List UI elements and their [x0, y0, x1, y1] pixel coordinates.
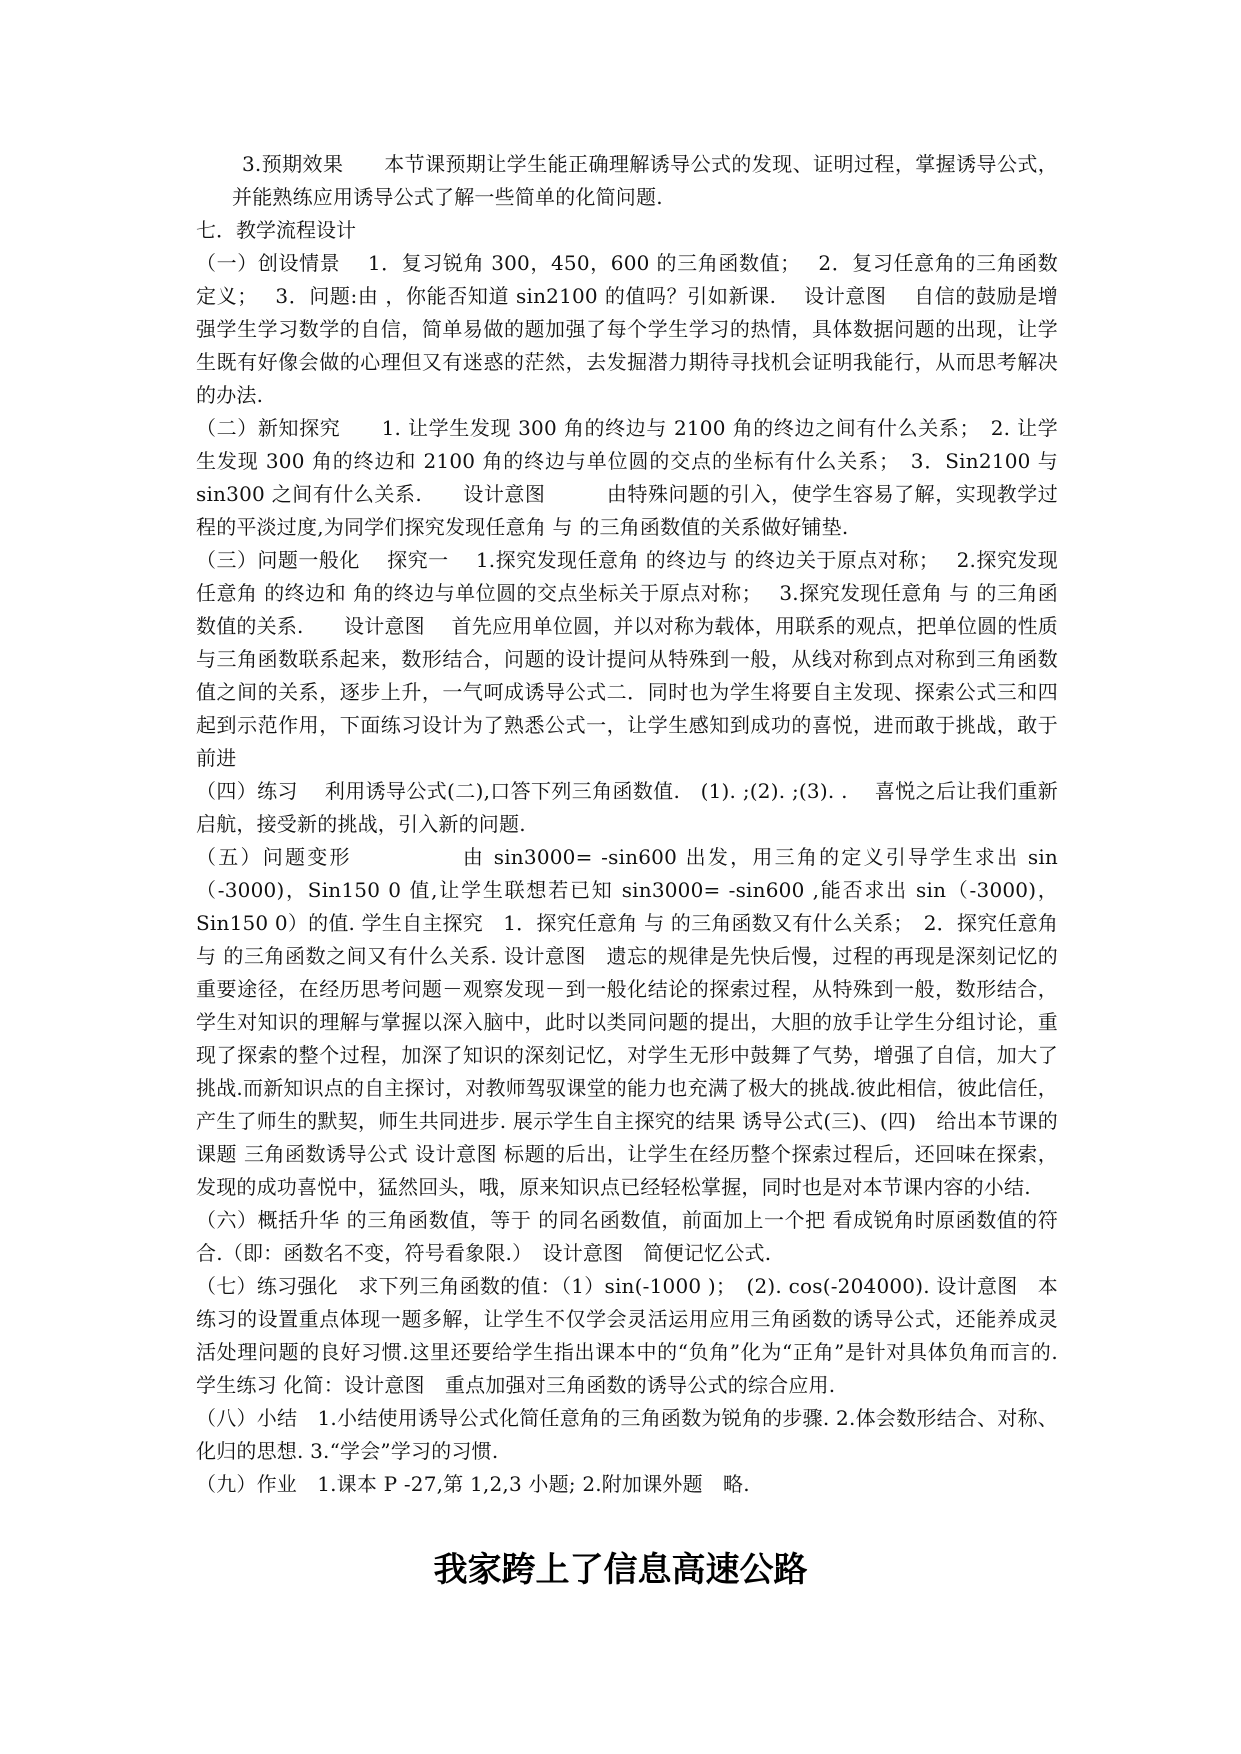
- paragraph-part-9: （九）作业 1.课本 P -27,第 1,2,3 小题; 2.附加课外题 略.: [196, 1472, 750, 1496]
- section-heading: 七．教学流程设计: [196, 218, 356, 242]
- paragraph-expected-effect: 3.预期效果 本节课预期让学生能正确理解诱导公式的发现、证明过程，掌握诱导公式，并能熟练应用诱导公式了解一些简单的化简问题.: [232, 152, 1058, 209]
- paragraph-part-1: （一）创设情景 1．复习锐角 300，450，600 的三角函数值； 2．复习任意角的三角函数定义； 3．问题:由 ，你能否知道 sin2100 的值吗？引如新课. 设计意图 自信的鼓励是增强学生学习数学的自信，简单易做的题加强了每个学生学习的热情，具体数据问题的出现，让学生既有好像会做的心理但又有迷惑的茫然，去发掘潜力期待寻找机会证明我能行，从而思考解决的办法.: [196, 251, 1058, 407]
- paragraph-part-6: （六）概括升华 的三角函数值，等于 的同名函数值，前面加上一个把 看成锐角时原函数值的符合.（即：函数名不变，符号看象限.） 设计意图 简便记忆公式.: [196, 1208, 1058, 1265]
- next-article-title: 我家跨上了信息高速公路: [433, 1550, 808, 1590]
- paragraph-part-8: （八）小结 1.小结使用诱导公式化简任意角的三角函数为锐角的步骤. 2.体会数形结合、对称、化归的思想. 3.“学会”学习的习惯.: [196, 1406, 1059, 1463]
- paragraph-part-2: （二）新知探究 1. 让学生发现 300 角的终边与 2100 角的终边之间有什么关系； 2. 让学生发现 300 角的终边和 2100 角的终边与单位圆的交点的坐标有什么关系； 3．Sin2100 与 sin300 之间有什么关系. 设计意图 由特殊问题的引入，使学生容易了解，实现教学过程的平淡过度,为同学们探究发现任意角 与 的三角函数值的关系做好铺垫.: [196, 416, 1058, 539]
- paragraph-part-4: （四）练习 利用诱导公式(二),口答下列三角函数值. (1). ;(2). ;(3). . 喜悦之后让我们重新启航，接受新的挑战，引入新的问题.: [196, 779, 1058, 836]
- paragraph-part-3: （三）问题一般化 探究一 1.探究发现任意角 的终边与 的终边关于原点对称； 2.探究发现任意角 的终边和 角的终边与单位圆的交点坐标关于原点对称； 3.探究发现任意角 与 的三角函数值的关系. 设计意图 首先应用单位圆，并以对称为载体，用联系的观点，把单位圆的性质与三角函数联系起来，数形结合，问题的设计提问从特殊到一般，从线对称到点对称到三角函数值之间的关系，逐步上升，一气呵成诱导公式二．同时也为学生将要自主发现、探索公式三和四起到示范作用，下面练习设计为了熟悉公式一，让学生感知到成功的喜悦，进而敢于挑战，敢于前进: [196, 548, 1058, 770]
- document-body: [196, 148, 1058, 1501]
- paragraph-part-5: （五）问题变形 由 sin3000= -sin600 出发，用三角的定义引导学生求出 sin（-3000)，Sin150 0 值,让学生联想若已知 sin3000= -sin600 ,能否求出 sin（-3000)，Sin150 0）的值. 学生自主探究 1．探究任意角 与 的三角函数又有什么关系； 2．探究任意角 与 的三角函数之间又有什么关系. 设计意图 遗忘的规律是先快后慢，过程的再现是深刻记忆的重要途径，在经历思考问题－观察发现－到一般化结论的探索过程，从特殊到一般，数形结合，学生对知识的理解与掌握以深入脑中，此时以类同问题的提出，大胆的放手让学生分组讨论，重现了探索的整个过程，加深了知识的深刻记忆，对学生无形中鼓舞了气势，增强了自信，加大了挑战.而新知识点的自主探讨，对教师驾驭课堂的能力也充满了极大的挑战.彼此相信，彼此信任，产生了师生的默契，师生共同进步. 展示学生自主探究的结果 诱导公式(三)、(四) 给出本节课的课题 三角函数诱导公式 设计意图 标题的后出，让学生在经历整个探索过程后，还回味在探索，发现的成功喜悦中，猛然回头，哦，原来知识点已经轻松掌握，同时也是对本节课内容的小结.: [196, 845, 1058, 1199]
- paragraph-part-7: （七）练习强化 求下列三角函数的值：（1）sin(-1000 )； (2). cos(-204000). 设计意图 本练习的设置重点体现一题多解，让学生不仅学会灵活运用应用三角函数的诱导公式，还能养成灵活处理问题的良好习惯.这里还要给学生指出课本中的“负角”化为“正角”是针对具体负角而言的. 学生练习 化简：设计意图 重点加强对三角函数的诱导公式的综合应用.: [196, 1274, 1058, 1397]
